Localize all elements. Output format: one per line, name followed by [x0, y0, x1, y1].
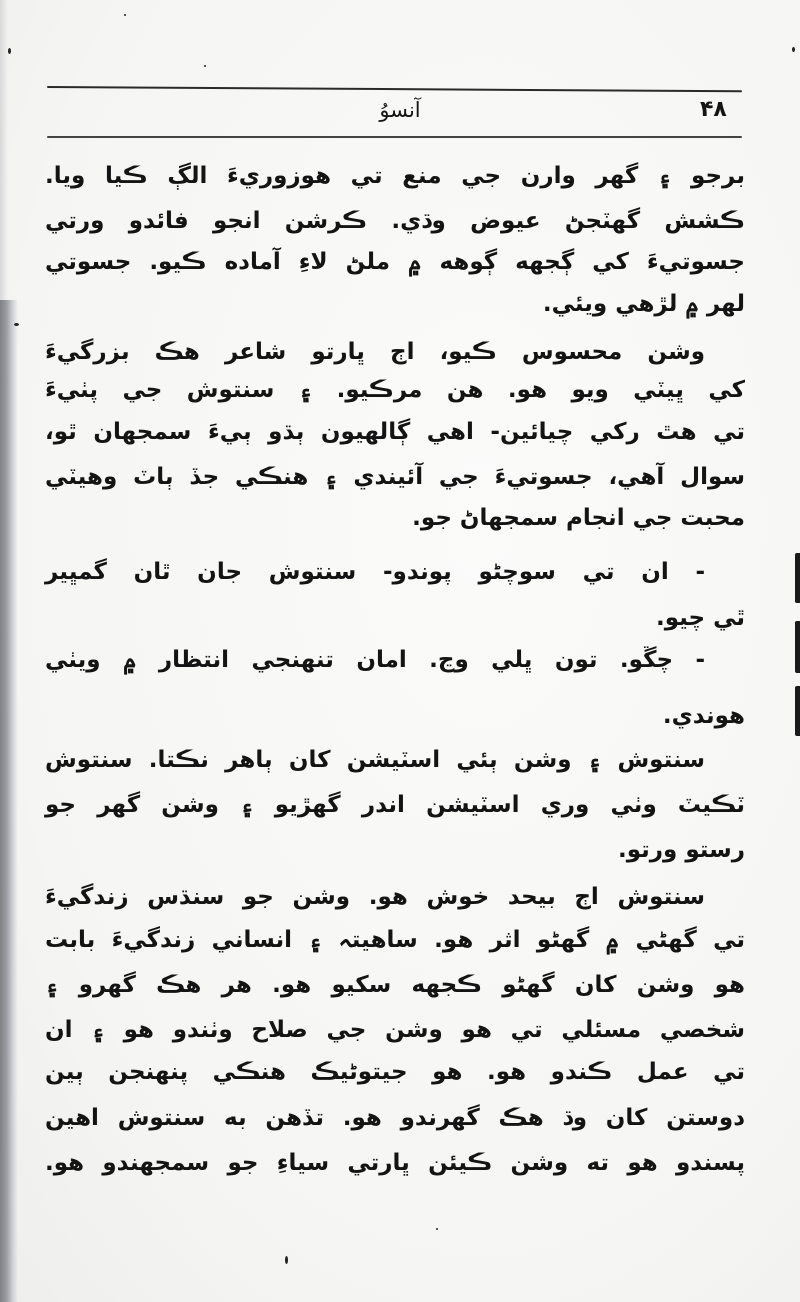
- text-line: تي گهڻي ۾ گهڻو اثر هو. ساهيتہ ۽ انساني زندگيءَ بابت: [45, 927, 745, 953]
- text-line: - چڱو. تون ڀلي وڃ. امان تنهنجي انتظار ۾ ويٺي: [45, 647, 705, 673]
- edge-tab-2: [795, 621, 800, 673]
- binding-shadow: [0, 300, 18, 1302]
- text-line: سوال آهي، جسوتيءَ جي آئيندي ۽ هنڪي جڏ ٻاٽ وهيٽي: [45, 464, 745, 490]
- text-line: هو وشن کان گهڻو ڪجهه سکيو هو. هر هڪ گهرو ۽: [45, 972, 745, 998]
- text-line: هوندي.: [662, 703, 745, 729]
- text-line: سنتوش ۽ وشن ٻئي اسٽيشن کان ٻاهر نڪتا. سنتوش: [45, 747, 705, 773]
- text-line: محبت جي انجام سمجهاڻ جو.: [412, 505, 745, 531]
- text-line: ٽڪيٽ وٺي وري اسٽيشن اندر گهڙيو ۽ وشن گهر جو: [45, 792, 745, 818]
- running-header-title: آنسوُ: [379, 98, 421, 122]
- text-line: وشن محسوس ڪيو، اڄ ڀارتو شاعر هڪ بزرگيءَ: [45, 339, 705, 365]
- scan-speck: [792, 47, 795, 52]
- text-line: - ان تي سوچڻو پوندو- سنتوش جان ٿان گمڀير: [45, 559, 705, 585]
- page-number: ۴۸: [700, 97, 727, 122]
- scan-speck: [436, 1228, 438, 1230]
- scan-speck: [124, 14, 126, 16]
- scan-speck: [285, 1256, 288, 1264]
- text-line: سنتوش اڄ بيحد خوش هو. وشن جو سنڌس زندگيءَ: [45, 884, 705, 910]
- text-line: جسوتيءَ کي ڳجهه ڳوهه ۾ ملڻ لاءِ آماده ڪيو. جسوتي: [45, 249, 745, 275]
- edge-tab-1: [795, 553, 800, 603]
- text-line: برجو ۽ گهر وارن جي منع تي هوزوريءَ الڳ ڪيا ويا.: [45, 163, 745, 189]
- text-line: تي هٿ رکي چيائين- اهي ڳالهيون ٻڌو ٻيءَ سمجهان ٿو،: [45, 419, 745, 445]
- text-line: دوستن کان وڌ هڪ گهرندو هو. تڏهن به سنتوش اهين: [45, 1105, 745, 1131]
- scan-speck: [204, 65, 206, 67]
- text-line: ٿي چيو.: [655, 605, 745, 631]
- text-line: رستو ورتو.: [617, 837, 745, 863]
- scan-speck: [14, 323, 19, 326]
- binding-shadow-upper: [0, 0, 8, 300]
- scan-speck: [8, 48, 11, 54]
- header-rule-top: [47, 86, 742, 92]
- text-line: کي ڀيٽي ويو هو. هن مرڪيو. ۽ سنتوش جي پٺيءَ: [45, 377, 745, 403]
- text-line: پسندو هو ته وشن ڪيئن ڀارتي سياءِ جو سمجهندو هو.: [45, 1150, 745, 1176]
- text-line: ڪشش گهٽجڻ عيوض وڌي. ڪرشن انجو فائدو ورتي: [45, 208, 745, 234]
- text-line: لهر ۾ لڙهي ويئي.: [542, 291, 745, 317]
- header-rule-bottom: [47, 136, 742, 138]
- text-line: شخصي مسئلي تي هو وشن جي صلاح وٺندو هو ۽ ان: [45, 1017, 745, 1043]
- text-line: تي عمل ڪندو هو. هو جيتوڻيڪ هنڪي پنهنجن ٻين: [45, 1059, 745, 1085]
- edge-tab-3: [795, 686, 800, 736]
